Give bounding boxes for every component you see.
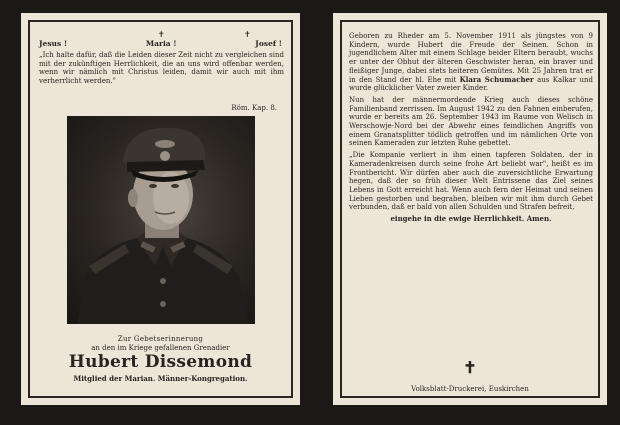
biography-paragraph-2: Nun hat der männermordende Krieg auch dieses schöne Familienband zerrissen. Im August 1942 zu den Fahnen einberufen, wurde er bereits am 26. September 1943 im Raume von Welisch in Werschowje-Nord bei der Abwehr eines feindlichen Angriffs von einem Granatsplitter tödlich getroffen und im nämlichen Orte von seinen Kameraden zur letzten Ruhe gebettet. <box>349 95 593 148</box>
biography-text <box>349 32 593 227</box>
cross-icon: ✝ <box>463 358 477 377</box>
left-card <box>21 13 300 405</box>
invocation-jesus: Jesus ! <box>39 39 68 48</box>
printer-credit: Volksblatt-Druckerei, Euskirchen <box>411 385 529 393</box>
small-cross-icon: ✝ <box>243 30 251 39</box>
invocation-maria: ✝ Maria ! <box>145 30 177 48</box>
biography-paragraph-1: Geboren zu Rheder am 5. November 1911 als jüngstes von 9 Kindern, wurde Hubert die Freude der Seinen. Schon in jugendlichem Alter mit einem Schlage beider Eltern beraubt, wuchs er unter der Obhut der älteren Geschwister heran, ein braver und fleißiger Junge, dabei stets heiteren Gemütes. Mit 25 Jahren trat er in den Stand der hl. Ehe mit Klara Schumacher aus Kalkar und wurde glücklicher Vater zweier Kinder. <box>349 32 594 93</box>
deceased-name: Hubert Dissemond <box>68 352 253 372</box>
bible-quote: „Ich halte dafür, daß die Leiden dieser Zeit nicht zu vergleichen sind mit der zukünftigen Herrlichkeit, die an uns wird offenbar werden, wenn wir nämlich mit Christus leiden, damit wir auch mit ihm verherrlicht werden." <box>39 51 284 85</box>
invocation-row <box>39 30 282 48</box>
spouse-name: Klara Schumacher <box>459 74 534 84</box>
biography-paragraph-3: „Die Kompanie verliert in ihm einen tapferen Soldaten, der in Kameradenkreisen durch seine frohe Art beliebt war", heißt es im Frontbericht. Wir dürfen aber auch die zuversichtliche Erwartung hegen, daß der so früh dieser Welt Entrissene das Ziel seines Lebens in Gott erreicht hat. Wenn auch fern der Heimat und seinen Lieben gestorben und begraben, bleiben wir mit ihm durch Gebet verbunden, daß er bald von allen Schulden und Strafen befreit, <box>349 151 593 212</box>
closing-prayer: eingehe in die ewige Herrlichkeit. Amen. <box>390 214 552 224</box>
invocation-josef: ✝ Josef ! <box>243 30 282 48</box>
soldier-portrait <box>67 116 255 324</box>
membership-line: Mitglied der Marian. Männer-Kongregation. <box>73 374 248 383</box>
small-cross-icon: ✝ <box>157 30 165 39</box>
bible-reference: Röm. Kap. 8. <box>231 104 277 112</box>
memorial-caption: Zur Gebetserinnerung <box>117 335 204 343</box>
memorial-subcaption: an den im Kriege gefallenen Grenadier <box>91 344 230 352</box>
right-card <box>333 13 607 405</box>
